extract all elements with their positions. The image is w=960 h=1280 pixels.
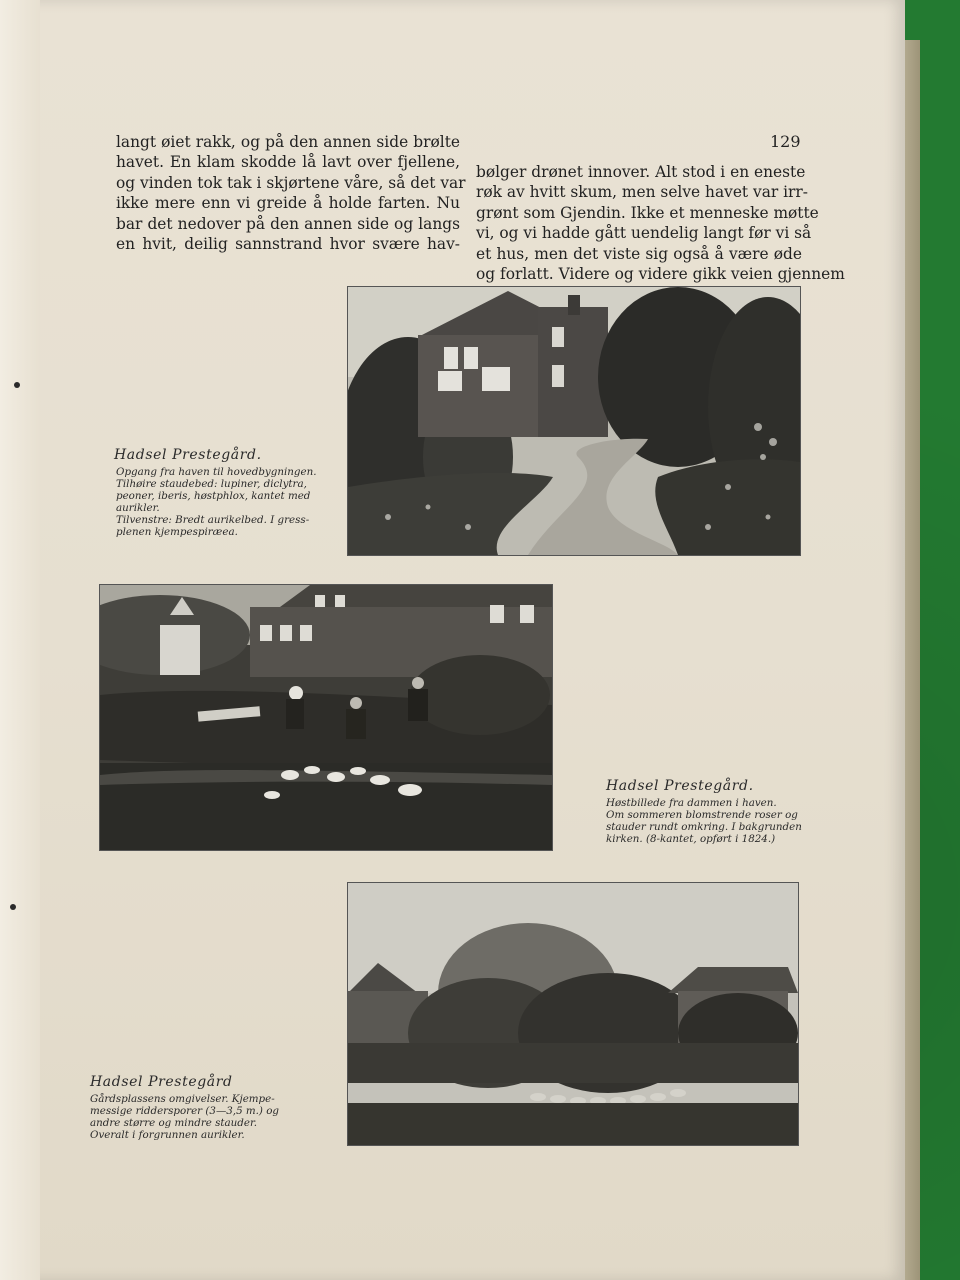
text-line: havet. En klam skodde lå lavt over fjellene, [116, 153, 460, 172]
text-line: vi, og vi hadde gått uendelig langt før vi så [476, 224, 812, 243]
text-line: et hus, men det viste sig også å være øde [476, 244, 802, 263]
text-line: en hvit, deilig sannstrand hvor svære hav- [116, 235, 460, 254]
caption-line: Tilvenstre: Bredt aurikelbed. I gress- [116, 514, 310, 526]
text-column-left [116, 132, 466, 254]
photo-yard-surroundings [348, 883, 798, 1145]
text-line: røk av hvitt skum, men selve havet var irr- [476, 183, 808, 202]
caption-line: Gårdsplassens omgivelser. Kjempe- [90, 1093, 275, 1105]
caption-title: Hadsel Prestegård [90, 1074, 233, 1090]
photo-house-garden-path [348, 287, 800, 555]
text-line: og forlatt. Videre og videre gikk veien gjennem [476, 265, 845, 284]
caption-line: peoner, iberis, høstphlox, kantet med [116, 490, 311, 502]
caption-text [90, 1093, 279, 1141]
binding-hole [10, 904, 16, 910]
text-line: bar det nedover på den annen side og langs [116, 214, 460, 233]
text-line: og vinden tok tak i skjørtene våre, så det var [116, 173, 466, 192]
caption-line: stauder rundt omkring. I bakgrunden [606, 821, 802, 833]
caption-text [116, 466, 316, 538]
photo-pond-with-geese [100, 585, 552, 850]
caption-line: kirken. (8-kantet, opført i 1824.) [606, 833, 776, 845]
caption-line: plenen kjempespiræea. [116, 526, 238, 538]
caption-text [606, 797, 802, 845]
caption-title: Hadsel Prestegård. [606, 778, 754, 794]
text-column-right [476, 162, 845, 284]
caption-line: andre større og mindre stauder. [90, 1117, 258, 1129]
page-number: 129 [770, 132, 801, 151]
text-line: langt øiet rakk, og på den annen side brølte [116, 133, 460, 151]
caption-line: Om sommeren blomstrende roser og [606, 809, 798, 821]
text-line: grønt som Gjendin. Ikke et menneske møtte [476, 203, 819, 222]
caption-line: Tilhøire staudebed: lupiner, diclytra, [116, 478, 307, 490]
page-binding [0, 0, 40, 1280]
caption-line: Overalt i forgrunnen aurikler. [90, 1129, 245, 1141]
caption-title: Hadsel Prestegård. [114, 447, 262, 463]
caption-line: Opgang fra haven til hovedbygningen. [116, 466, 317, 478]
text-line: bølger drønet innover. Alt stod i en eneste [476, 163, 806, 181]
caption-line: aurikler. [116, 502, 160, 514]
text-line: ikke mere enn vi greide å holde farten. Nu [116, 194, 460, 213]
caption-line: messige riddersporer (3—3,5 m.) og [90, 1105, 280, 1117]
caption-line: Høstbillede fra dammen i haven. [606, 797, 777, 809]
binding-hole [14, 382, 20, 388]
